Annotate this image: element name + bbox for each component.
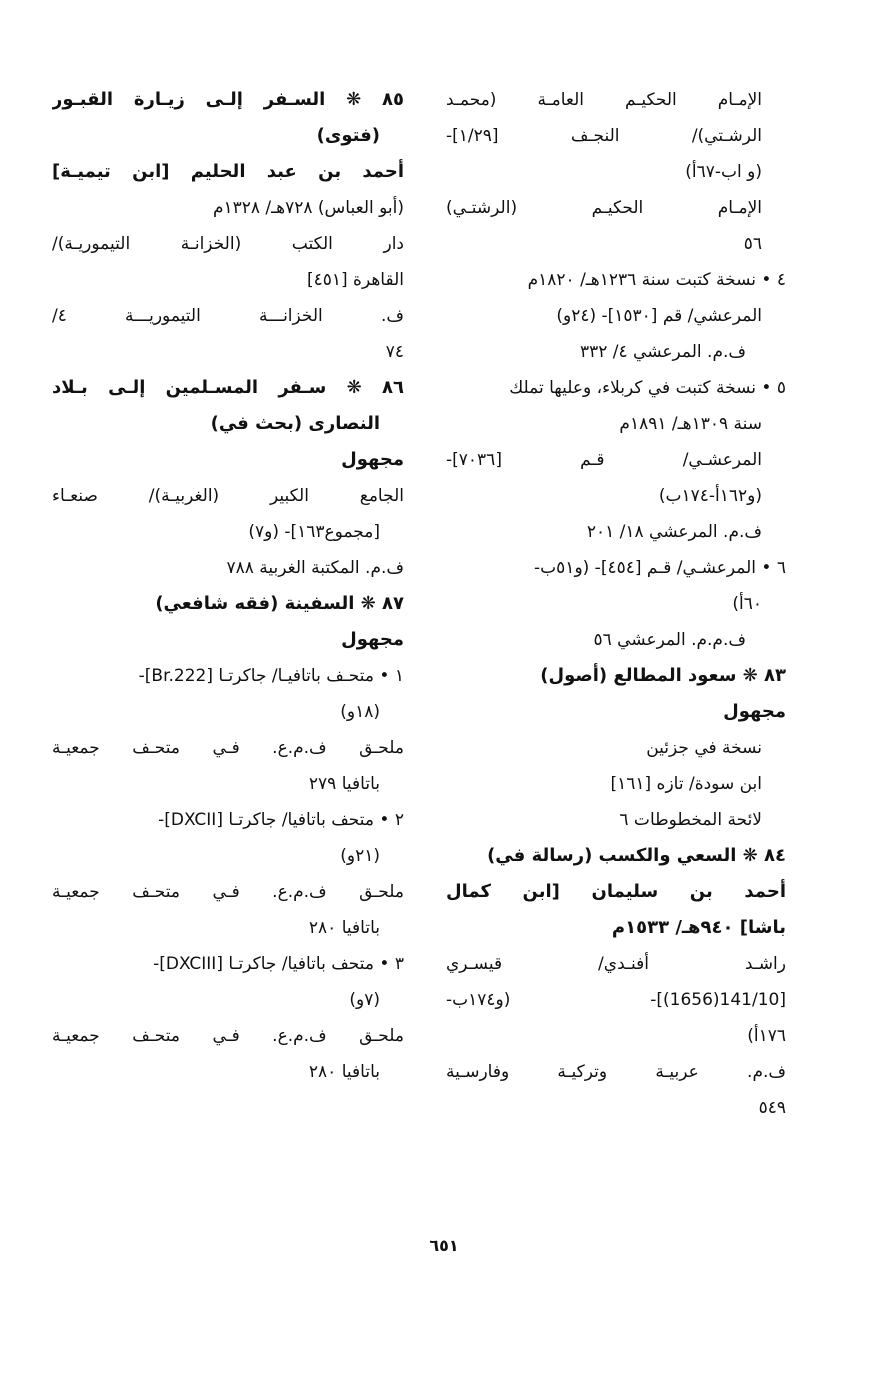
- text-line: ف.م. المكتبة الغربية ٧٨٨: [226, 558, 404, 578]
- text-line: ٧٤: [385, 342, 404, 362]
- text-line: ١ • متحـف باتافيـا/ جاكرتـا [Br.222]-: [138, 666, 404, 686]
- text-line: النصارى (بحث في): [210, 413, 380, 434]
- text-line: ٥ • نسخة كتبت في كربلاء، وعليها تملك: [509, 378, 786, 398]
- text-line: نسخة في جزئين: [646, 738, 762, 758]
- text-line: ٨٧ ❋ السفينة (فقه شافعي): [155, 593, 404, 614]
- text-line: [141/10(1656)]- (و١٧٤ب-: [446, 990, 786, 1010]
- text-line: ٨٣ ❋ سعود المطالع (أصول): [540, 665, 786, 686]
- text-line: ٦٠أ): [732, 594, 762, 614]
- text-line: (٢١و): [340, 846, 380, 866]
- text-line: الإمـام الحكيـم العامـة (محمـد: [446, 90, 762, 110]
- text-line: ف.م. المرعشي ٤/ ٣٣٢: [579, 342, 746, 362]
- text-line: (١٨و): [340, 702, 380, 722]
- text-line: باتافيا ٢٨٠: [308, 918, 380, 938]
- text-line: الرشـتي)/ النجـف [١/٢٩]-: [446, 126, 762, 146]
- text-line: باشا] ٩٤٠هـ/ ١٥٣٣م: [611, 917, 786, 938]
- page-number: ٦٥١: [429, 1236, 459, 1255]
- text-line: المرعشي/ قم [١٥٣٠]- (٢٤و): [556, 306, 762, 326]
- text-line: ملحـق ف.م.ع. فـي متحـف جمعيـة: [52, 738, 404, 758]
- text-line: ٤ • نسخة كتبت سنة ١٢٣٦هـ/ ١٨٢٠م: [527, 270, 786, 290]
- text-line: القاهرة [٤٥١]: [306, 270, 404, 290]
- text-line: ٨٤ ❋ السعي والكسب (رسالة في): [487, 845, 786, 866]
- text-line: ٨٥ ❋ السـفر إلـى زيـارة القبـور: [52, 89, 404, 110]
- text-line: ف.م.م. المرعشي ٥٦: [593, 630, 746, 650]
- text-line: (و١٦٢أ-١٧٤ب): [658, 486, 762, 506]
- text-line: ملحـق ف.م.ع. فـي متحـف جمعيـة: [52, 882, 404, 902]
- text-line: ف. الخزانـــة التيموريـــة ٤/: [52, 306, 404, 326]
- text-line: الجامع الكبير (الغربيـة)/ صنعـاء: [52, 486, 404, 506]
- text-line: المرعشـي/ قـم [٧٠٣٦]-: [446, 450, 762, 470]
- text-line: ٥٤٩: [758, 1098, 786, 1118]
- text-line: ٥٦: [743, 234, 762, 254]
- text-line: ١٧٦أ): [747, 1026, 786, 1046]
- text-line: (أبو العباس) ٧٢٨هـ/ ١٣٢٨م: [212, 198, 404, 218]
- text-line: أحمد بن سليمان [ابن كمال: [446, 881, 786, 902]
- text-line: راشـد أفنـدي/ قيسـري: [446, 954, 786, 974]
- text-line: مجهول: [341, 449, 404, 470]
- text-line: مجهول: [341, 629, 404, 650]
- text-line: (فتوى): [316, 125, 380, 146]
- text-line: باتافيا ٢٨٠: [308, 1062, 380, 1082]
- text-line: ملحـق ف.م.ع. فـي متحـف جمعيـة: [52, 1026, 404, 1046]
- text-line: ف.م. عربيـة وتركيـة وفارسـية: [446, 1062, 786, 1082]
- text-line: مجهول: [723, 701, 786, 722]
- text-line: ٨٦ ❋ سـفر المسـلمين إلـى بـلاد: [52, 377, 404, 398]
- text-line: الإمـام الحكيـم (الرشتـي): [446, 198, 762, 218]
- text-line: [مجموع١٦٣]- (و٧): [248, 522, 380, 542]
- text-line: (و اب-٦٧أ): [685, 162, 762, 182]
- text-line: لائحة المخطوطات ٦: [619, 810, 762, 830]
- text-line: ٣ • متحف باتافيا/ جاكرتـا [DXCIII]-: [153, 954, 404, 974]
- text-line: سنة ١٣٠٩هـ/ ١٨٩١م: [619, 414, 762, 434]
- text-line: باتافيا ٢٧٩: [308, 774, 380, 794]
- text-line: أحمد بن عبد الحليم [ابن تيميـة]: [52, 161, 404, 182]
- text-line: ف.م. المرعشي ١٨/ ٢٠١: [586, 522, 762, 542]
- left-column: [52, 82, 404, 1090]
- right-column: [446, 82, 786, 1126]
- text-line: ابن سودة/ تازه [١٦١]: [610, 774, 762, 794]
- text-line: ٢ • متحف باتافيا/ جاكرتـا [DXCII]-: [158, 810, 404, 830]
- text-line: (٧و): [349, 990, 380, 1010]
- text-line: دار الكتب (الخزانـة التيموريـة)/: [52, 234, 404, 254]
- text-line: ٦ • المرعشـي/ قـم [٤٥٤]- (و٥١ب-: [534, 558, 786, 578]
